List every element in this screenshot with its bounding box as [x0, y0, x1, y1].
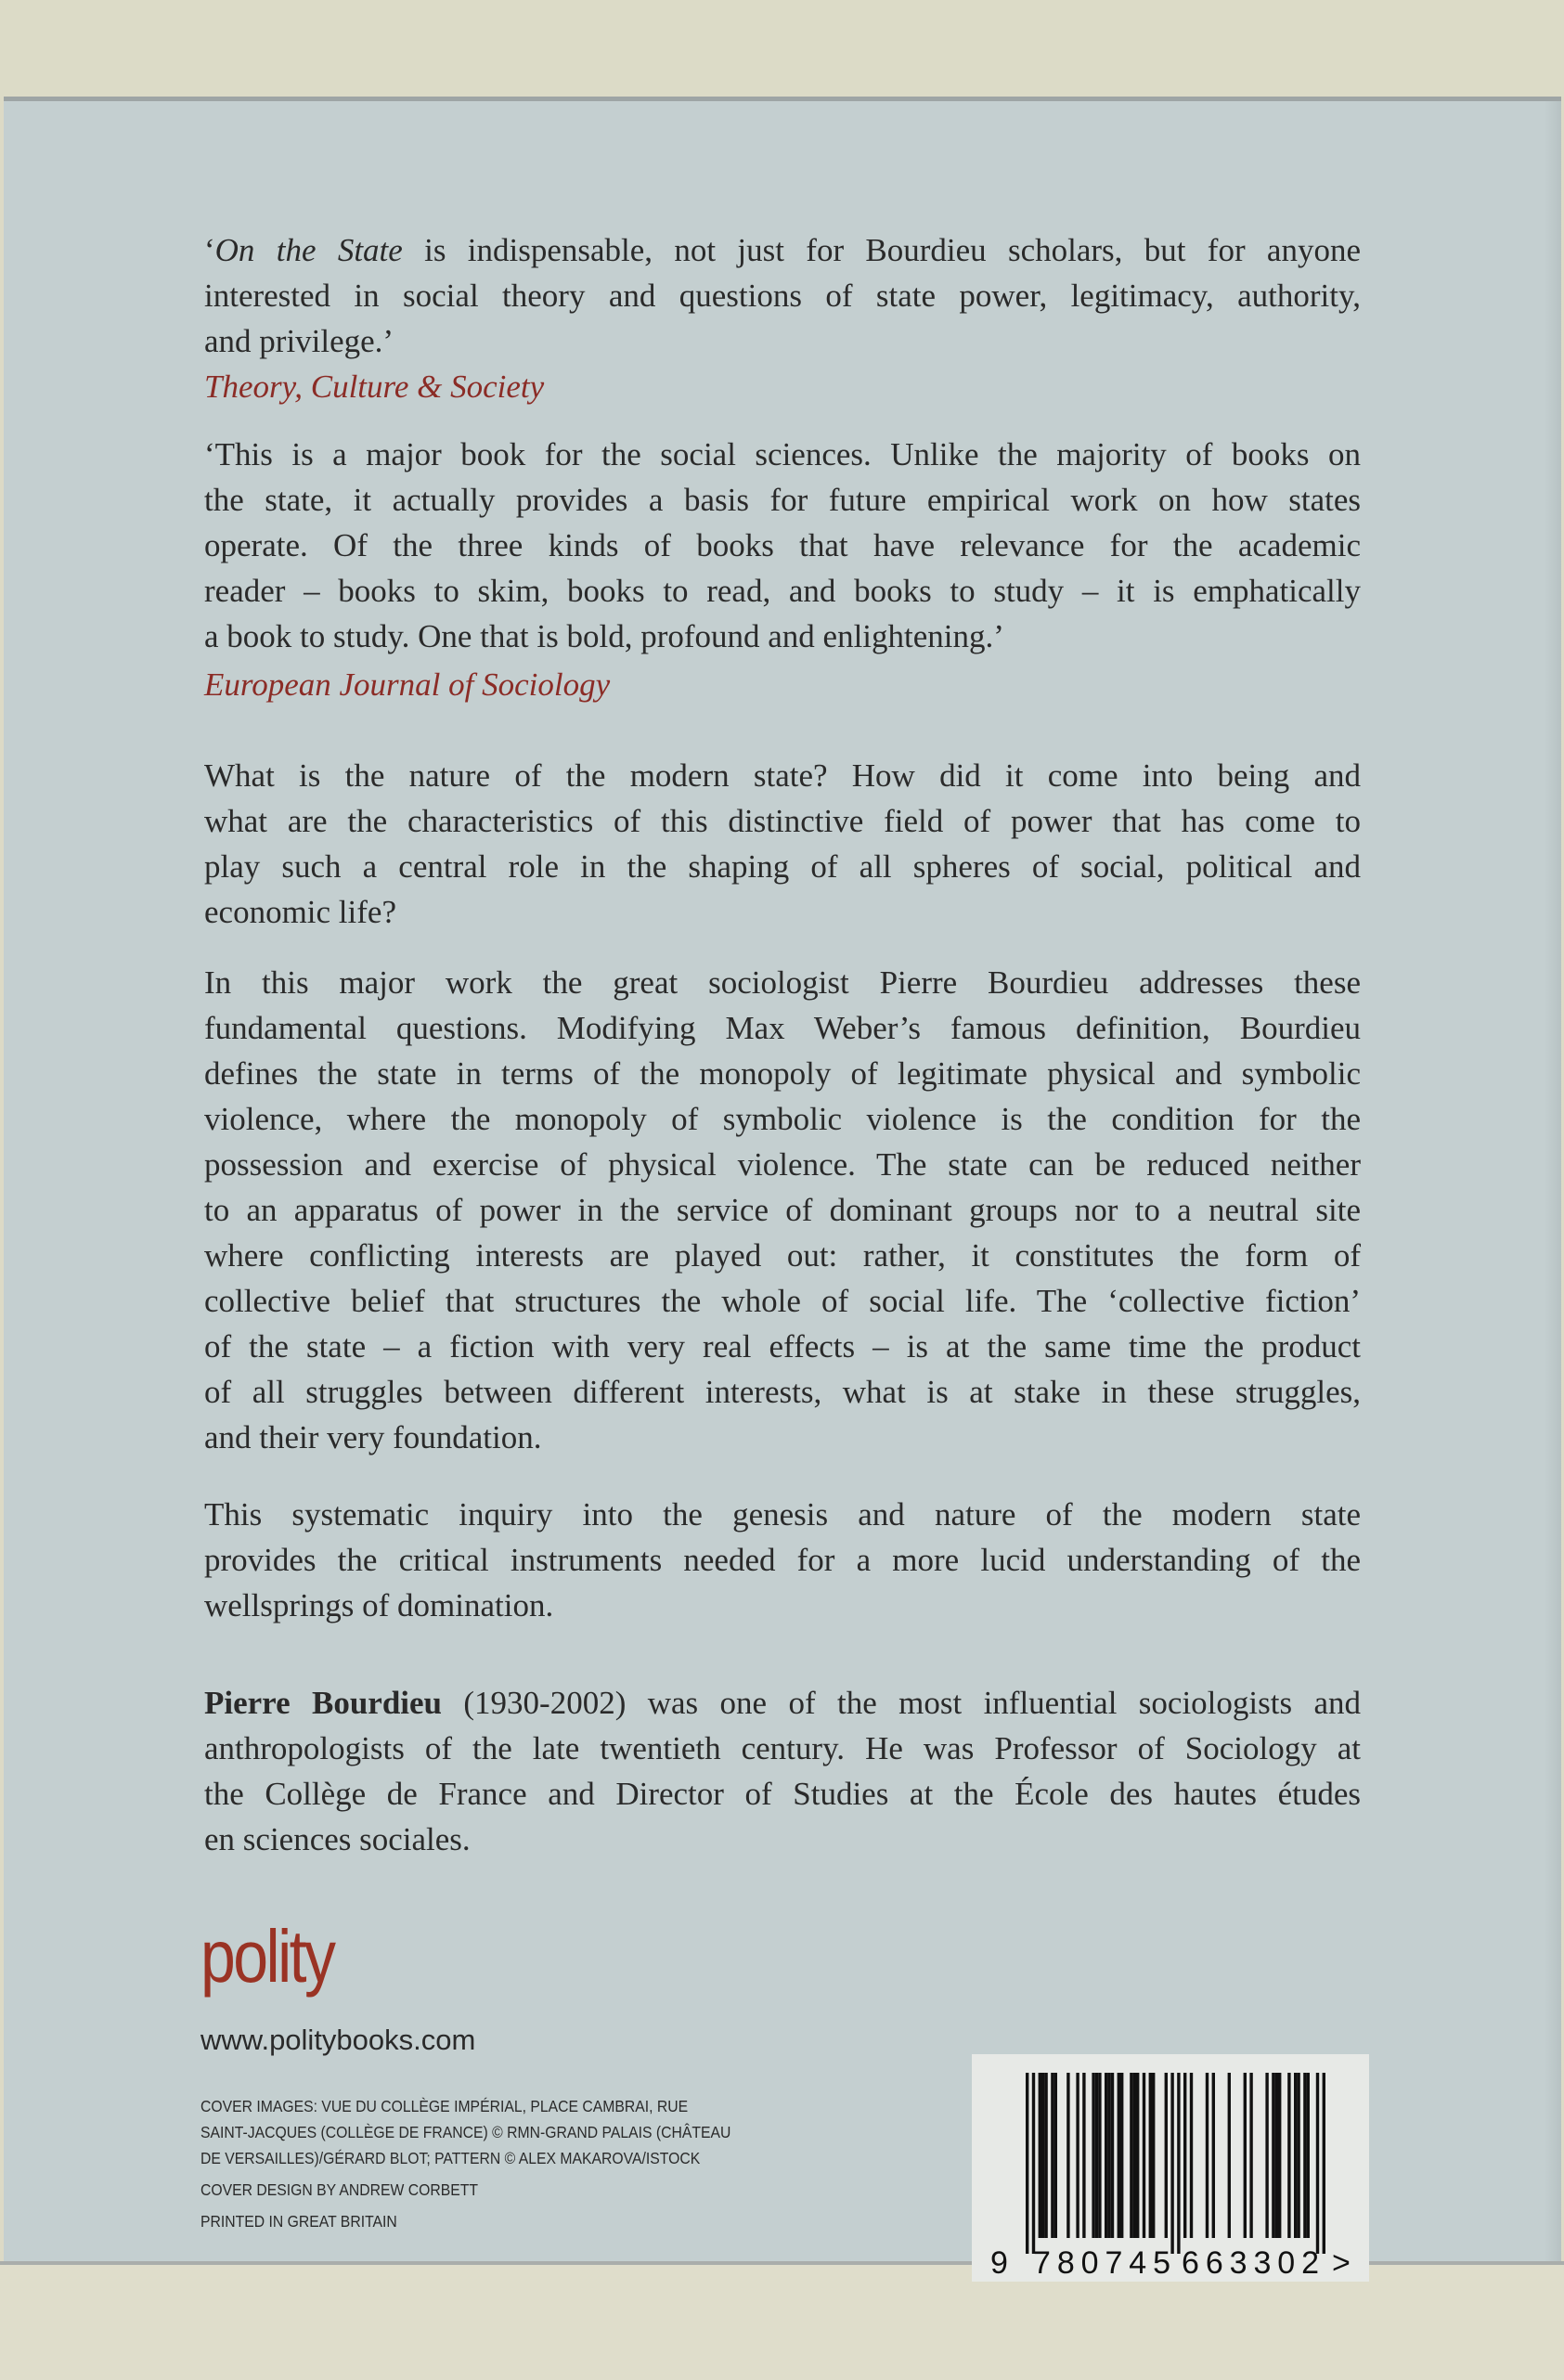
- barcode-bar: [1275, 2073, 1278, 2238]
- barcode-bar: [1228, 2073, 1231, 2238]
- text-line: of the state – a fiction with very real effects – is at the same time the product: [204, 1328, 1361, 1365]
- barcode-bar: [1303, 2073, 1306, 2238]
- barcode-bar: [1044, 2073, 1047, 2238]
- barcode-bar: [1032, 2073, 1035, 2254]
- isbn-barcode: [972, 2054, 1369, 2282]
- text-line: economic life?: [204, 894, 396, 930]
- barcode-bar: [1297, 2073, 1299, 2238]
- barcode-bar: [1272, 2073, 1274, 2238]
- text-line: provides the critical instruments needed for a more lucid understanding of the: [204, 1542, 1361, 1578]
- barcode-bar: [1098, 2073, 1101, 2238]
- barcode-bar: [1316, 2073, 1319, 2254]
- quote-mark: ‘: [204, 232, 215, 268]
- barcode-bar: [1105, 2073, 1107, 2238]
- book-title: On the State: [214, 232, 403, 268]
- barcode-bar: [1177, 2073, 1180, 2254]
- blurb-paragraph-3: [204, 1492, 1361, 1628]
- quote-line: a book to study. One that is bold, profound and enlightening.’: [204, 618, 1004, 654]
- bio-text: (1930-2002) was one of the most influential sociologists and: [442, 1685, 1361, 1721]
- barcode-bar: [1143, 2073, 1145, 2238]
- barcode-bar: [1149, 2073, 1152, 2238]
- barcode-bar: [1120, 2073, 1123, 2238]
- quote-line: operate. Of the three kinds of books that have relevance for the academic: [204, 527, 1361, 563]
- text-line: what are the characteristics of this distinctive field of power that has come to: [204, 803, 1361, 839]
- credit-line: SAINT-JACQUES (COLLÈGE DE FRANCE) © RMN-GRAND PALAIS (CHÂTEAU: [200, 2123, 731, 2141]
- review-quote-1: [204, 227, 1361, 409]
- barcode-bar: [1323, 2073, 1325, 2254]
- barcode-bar: [1133, 2073, 1136, 2238]
- barcode-first-digit: 9: [990, 2245, 1008, 2281]
- barcode-bar: [1026, 2073, 1028, 2254]
- barcode-bar: [1136, 2073, 1139, 2238]
- barcode-bar: [1066, 2073, 1069, 2238]
- text-line: violence, where the monopoly of symbolic violence is the condition for the: [204, 1101, 1361, 1137]
- quote-line: reader – books to skim, books to read, and books to study – it is emphatically: [204, 573, 1361, 609]
- text-line: of all struggles between different interests, what is at stake in these struggles,: [204, 1374, 1361, 1410]
- publisher-logo: polity: [200, 1915, 334, 1998]
- quote-line: ‘This is a major book for the social sciences. Unlike the majority of books on: [204, 436, 1361, 472]
- barcode-bar: [1054, 2073, 1057, 2238]
- quote-line: the state, it actually provides a basis for future empirical work on how states: [204, 482, 1361, 518]
- publisher-url[interactable]: www.politybooks.com: [200, 2024, 476, 2056]
- text-line: to an apparatus of power in the service of dominant groups nor to a neutral site: [204, 1192, 1361, 1228]
- barcode-bar: [1294, 2073, 1297, 2238]
- text-line: What is the nature of the modern state? How did it come into being and: [204, 757, 1361, 794]
- quote-line: interested in social theory and questions of state power, legitimacy, authority,: [204, 278, 1361, 314]
- barcode-bar: [1287, 2073, 1290, 2238]
- barcode-bar: [1278, 2073, 1281, 2238]
- barcode-bar: [1152, 2073, 1155, 2238]
- barcode-bar: [1039, 2073, 1041, 2238]
- text-line: anthropologists of the late twentieth century. He was Professor of Sociology at: [204, 1730, 1361, 1766]
- barcode-bar: [1130, 2073, 1132, 2238]
- quote-source: Theory, Culture & Society: [204, 369, 545, 405]
- barcode-bar: [1111, 2073, 1114, 2238]
- top-band: [0, 0, 1564, 97]
- barcode-bar: [1092, 2073, 1094, 2238]
- barcode-bar: [1265, 2073, 1268, 2238]
- quote-line: and privilege.’: [204, 323, 394, 359]
- barcode-left-digits: 780745: [1033, 2245, 1170, 2281]
- barcode-bar: [1165, 2073, 1168, 2238]
- barcode-marker: >: [1332, 2245, 1351, 2281]
- barcode-bar: [1051, 2073, 1053, 2238]
- text-line: In this major work the great sociologist Pierre Bourdieu addresses these: [204, 964, 1361, 1001]
- credit-line: COVER DESIGN BY ANDREW CORBETT: [200, 2180, 479, 2199]
- barcode-bar: [1249, 2073, 1252, 2238]
- text-line: the Collège de France and Director of Studies at the École des hautes études: [204, 1776, 1361, 1812]
- blurb-paragraph-2: [204, 960, 1361, 1460]
- barcode-bar: [1041, 2073, 1044, 2238]
- text-line: possession and exercise of physical violence. The state can be reduced neither: [204, 1146, 1361, 1183]
- barcode-graphic: [972, 2054, 1369, 2282]
- author-bio: [204, 1680, 1361, 1862]
- cover-edge: [1545, 101, 1561, 2266]
- quote-text: is indispensable, not just for Bourdieu scholars, but for anyone: [402, 232, 1361, 268]
- blurb-paragraph-1: [204, 753, 1361, 935]
- text-line: and their very foundation.: [204, 1419, 542, 1455]
- barcode-bar: [1082, 2073, 1085, 2238]
- barcode-bar: [1095, 2073, 1098, 2238]
- credit-line: PRINTED IN GREAT BRITAIN: [200, 2212, 397, 2231]
- barcode-bar: [1307, 2073, 1310, 2238]
- barcode-bar: [1107, 2073, 1110, 2238]
- text-line: play such a central role in the shaping of all spheres of social, political and: [204, 848, 1361, 885]
- barcode-bar: [1244, 2073, 1247, 2238]
- author-name: Pierre Bourdieu: [204, 1685, 443, 1721]
- barcode-bar: [1170, 2073, 1173, 2254]
- credit-line: DE VERSAILLES)/GÉRARD BLOT; PATTERN © ALEX MAKAROVA/ISTOCK: [200, 2149, 701, 2167]
- text-line: defines the state in terms of the monopoly of legitimate physical and symbolic: [204, 1055, 1361, 1092]
- text-line: collective belief that structures the whole of social life. The ‘collective fiction’: [204, 1283, 1361, 1319]
- text-line: en sciences sociales.: [204, 1821, 471, 1857]
- barcode-bar: [1076, 2073, 1079, 2238]
- barcode-bar: [1206, 2073, 1209, 2238]
- barcode-bar: [1183, 2073, 1186, 2238]
- review-quote-2: [204, 432, 1361, 707]
- barcode-bar: [1118, 2073, 1120, 2238]
- text-line: where conflicting interests are played out: rather, it constitutes the form of: [204, 1237, 1361, 1274]
- barcode-bar: [1212, 2073, 1215, 2238]
- text-line: fundamental questions. Modifying Max Weber’s famous definition, Bourdieu: [204, 1010, 1361, 1046]
- cover-credits: [200, 2093, 730, 2234]
- quote-source: European Journal of Sociology: [204, 666, 611, 703]
- barcode-right-digits: 663302: [1182, 2245, 1319, 2281]
- barcode-bar: [1190, 2073, 1193, 2238]
- text-line: This systematic inquiry into the genesis and nature of the modern state: [204, 1496, 1361, 1533]
- text-line: wellsprings of domination.: [204, 1587, 554, 1623]
- credit-line: COVER IMAGES: VUE DU COLLÈGE IMPÉRIAL, PLACE CAMBRAI, RUE: [200, 2097, 689, 2115]
